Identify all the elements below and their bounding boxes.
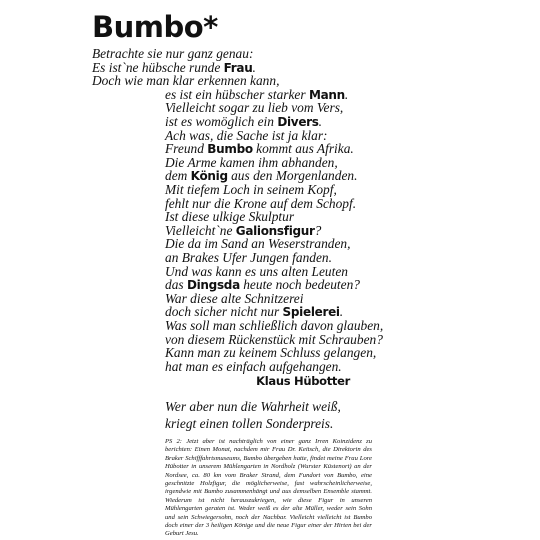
poem-text: Mit tiefem Loch in seinem Kopf, <box>165 182 337 197</box>
poem-text: Freund <box>165 141 208 157</box>
poem-text: . <box>318 114 322 129</box>
poem-text: . <box>339 304 344 320</box>
keyword: Divers <box>277 115 319 129</box>
poem-text: Vielleicht sogar zu lieb vom Vers, <box>165 100 344 116</box>
poem-text: Ach was, die Sache ist ja klar: <box>165 127 328 143</box>
poem-text: es ist ein hübscher starker <box>165 86 309 102</box>
poem-text: heute noch bedeuten? <box>239 277 360 293</box>
poem-text: aus den Morgenlanden. <box>227 168 358 184</box>
poem-text: an Brakes Ufer Jungen fanden. <box>165 250 332 265</box>
poem-text: dem <box>165 168 191 184</box>
poem-text: . <box>252 59 256 75</box>
poem-text: Was soll man schließlich davon glauben, <box>165 318 384 333</box>
poem-text: . <box>344 86 349 102</box>
page-title: Bumbo* <box>92 10 218 44</box>
poem-text: Und was kann es uns alten Leuten <box>165 263 348 279</box>
poem-text: kommt aus Afrika. <box>252 141 354 157</box>
keyword: Bumbo <box>207 142 253 157</box>
poem-text: Es ist`ne hübsche runde <box>92 59 224 75</box>
poem-text: das <box>165 277 187 293</box>
closing-couplet <box>165 398 341 432</box>
keyword: Spielerei <box>282 305 340 320</box>
poem-text: fehlt nur die Krone auf dem Schopf. <box>165 195 357 211</box>
poem-text: War diese alte Schnitzerei <box>165 290 304 306</box>
poem-text: Doch wie man klar erkennen kann, <box>92 73 280 89</box>
postscript: PS 2: Jetzt aber ist nachträglich von einer ganz Irren Koinzidenz zu berichten: Einen Monat, nachdem mir Frau Dr. Keitsch, die Direktorin des Braker Schifffahrtsmuseums, Bumbo übergeben hatte, findet meine Frau Lore Hübotter in unserem Mühlengarten in Nordholz (Wurster Küstenort) an der Nordsee, ca. 80 km vom Braker Strand, dem Fundort von Bumbo, eine geschnitzte Holzfigur, die möglicherweise, fast wahrscheinlicherweise, irgendwie mit Bumbo zusammenhängt und aus demselben Ensemble stammt. Wiederum ist nicht herauszukriegen, wie diese Figur in unseren Mühlengarten geraten ist. Weder weiß es der alte Müller, weder sein Sohn und sein Schwiegersohn, noch der Nachbar. Vielleicht vielleicht ist Bumbo doch einer der 3 heiligen Könige und die neue Figur einer der Hirten bei der Geburt Jesu. <box>165 438 372 538</box>
closing-line: Wer aber nun die Wahrheit weiß, <box>165 399 341 414</box>
keyword: Mann <box>308 87 345 102</box>
poem-text: Kann man zu keinem Schluss gelangen, <box>165 345 377 361</box>
poem-text: doch sicher nicht nur <box>165 304 283 320</box>
poem-line <box>165 358 342 375</box>
poem-text: Vielleicht`ne <box>165 222 236 238</box>
poem-text: Ist diese ulkige Skulptur <box>165 209 295 225</box>
poem-text: von diesem Rückenstück mit Schrauben? <box>165 331 383 347</box>
keyword: Galionsfigur <box>235 223 315 238</box>
poem-text: Die da im Sand an Weserstranden, <box>165 236 351 252</box>
poem-text: ? <box>314 222 322 238</box>
poem-text: Betrachte sie nur ganz genau: <box>92 46 254 61</box>
keyword: Dingsda <box>186 278 240 293</box>
keyword: König <box>190 169 228 184</box>
keyword: Frau <box>223 60 253 75</box>
poem-text: ist es womöglich ein <box>165 114 278 129</box>
author-signature: Klaus Hübotter <box>256 374 350 388</box>
poem-text: Die Arme kamen ihm abhanden, <box>165 154 338 170</box>
closing-line: kriegt einen tollen Sonderpreis. <box>165 416 334 431</box>
poem-text: hat man es einfach aufgehangen. <box>165 358 342 374</box>
